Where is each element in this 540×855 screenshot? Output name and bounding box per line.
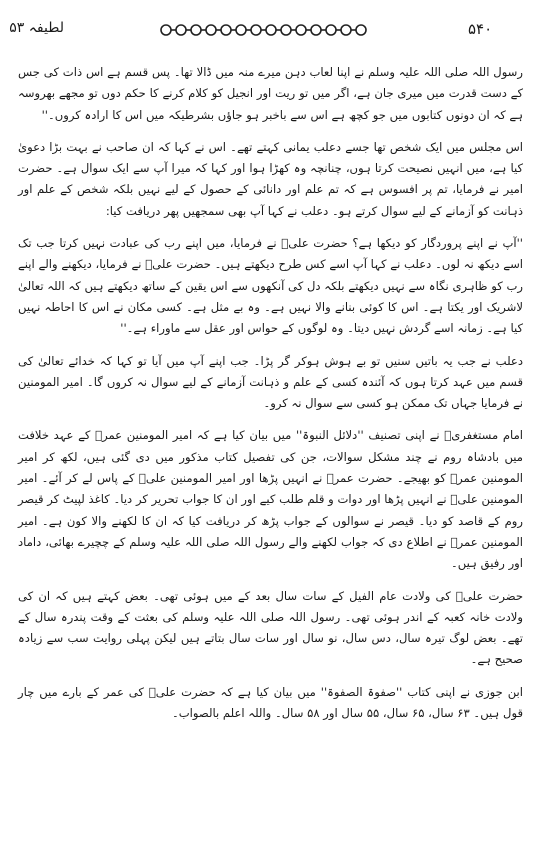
paragraph: ابن جوزی نے اپنی کتاب ''صفوۃ الصفوۃ'' میں بیان کیا ہے کہ حضرت علیؓ کی عمر کے بارے میں چار قول ہیں۔ ۶۳ سال، ۶۵ سال، ۵۵ سال اور ۵۸ سال۔ واللہ اعلم بالصواب۔ bbox=[18, 684, 523, 721]
paragraph: رسول اللہ صلی اللہ علیہ وسلم نے اپنا لعاب دہن میرے منہ میں ڈالا تھا۔ پس قسم ہے اس ذات کی جس کے دست قدرت میں میری جان ہے، اگر میں تو ریت اور انجیل کو کلام کرنے کا حکم دوں تو مجھے بھروسہ ہے کہ ان دونوں کتابوں میں جو کچھ ہے اس سے باخبر ہو جاؤں بشرطیکہ میں اس کا ارادہ کروں۔'' bbox=[18, 65, 523, 122]
body-text bbox=[18, 62, 523, 735]
page-header bbox=[0, 16, 540, 46]
page-number: ۵۴۰ bbox=[468, 20, 493, 38]
chapter-title: لطیفہ ۵۳ bbox=[9, 20, 64, 36]
paragraph: اس مجلس میں ایک شخص تھا جسے دعلب یمانی کہتے تھے۔ اس نے کہا کہ ان صاحب نے بہت بڑا دعویٰ کیا ہے، میں انہیں نصیحت کرتا ہوں، چنانچہ وہ کھڑا ہوا اور کہا کہ میرا آپ سے ایک سوال ہے۔ حضرت امیر نے فرمایا، تم پر افسوس ہے کہ تم علم اور دانائی کے حصول کے لیے نہیں بلکہ شخص کے علم اور ذہانت کو آزمانے کے لیے سوال کرتے ہو۔ دعلب نے کہا آپ بھی سمجھیں پھر دریافت کیا: bbox=[18, 139, 523, 218]
paragraph: امام مستغفریؒ نے اپنی تصنیف ''دلائل النبوۃ'' میں بیان کیا ہے کہ امیر المومنین عمرؓ کے عہد خلافت میں بادشاہ روم نے چند مشکل سوالات، جن کی تفصیل کتاب مذکور میں دی گئی ہیں، لکھ کر امیر المومنین عمرؓ کو بھیجے۔ حضرت عمرؓ نے انہیں پڑھا اور امیر المومنین علیؓ کے پاس لے کر آئے۔ امیر المومنین علیؓ نے انہیں پڑھا اور دوات و قلم طلب کیے اور ان کا جواب تحریر کر دیا۔ کاغذ لپیٹ کر قیصر روم کے قاصد کو دیا۔ قیصر نے سوالوں کے جواب پڑھ کر دریافت کیا کہ ان کا لکھنے والا کون ہے۔ امیر المومنین عمرؓ نے اطلاع دی کہ جواب لکھنے والے رسول اللہ صلی اللہ علیہ وسلم کے چچیرے بھائی، داماد اور رفیق ہیں۔ bbox=[18, 428, 523, 571]
chain-ornament-icon bbox=[158, 22, 370, 38]
paragraph: حضرت علیؓ کی ولادت عام الفیل کے سات سال بعد کے میں ہوئی تھی۔ بعض کہتے ہیں کہ ان کی ولادت خانہ کعبہ کے اندر ہوئی تھی۔ رسول اللہ صلی اللہ علیہ وسلم کی بعثت کے وقت پندرہ سال کے تھے۔ بعض لوگ تیرہ سال، دس سال، نو سال اور سات سال بتاتے ہیں لیکن پہلی روایت سب سے زیادہ صحیح ہے۔ bbox=[18, 588, 523, 667]
paragraph: دعلب نے جب یہ باتیں سنیں تو بے ہوش ہوکر گر پڑا۔ جب اپنے آپ میں آیا تو کہا کہ خدائے تعالیٰ کی قسم میں عہد کرتا ہوں کہ آئندہ کسی کے علم و ذہانت آزمانے کے لیے سوال نہ کروں گا۔ امیر المومنین نے فرمایا جہاں تک ممکن ہو کسی سے سوال نہ کرو۔ bbox=[18, 353, 523, 411]
decorative-chain-ornament bbox=[158, 22, 370, 38]
paragraph: ''آپ نے اپنے پروردگار کو دیکھا ہے؟ حضرت علیؓ نے فرمایا، میں اپنے رب کی عبادت نہیں کرتا جب تک اسے دیکھ نہ لوں۔ دعلب نے کہا آپ اسے کس طرح دیکھتے ہیں۔ حضرت علیؓ نے فرمایا، دیکھنے والے اپنے رب کو ظاہری نگاہ سے نہیں دیکھتے بلکہ دل کی آنکھوں سے اس یقین کے ساتھ دیکھتے ہیں کہ اللہ تعالیٰ لاشریک اور یکتا ہے۔ اس کا کوئی بنانے والا نہیں ہے۔ وہ بے مثل ہے۔ کسی مکان نے اس کا احاطہ نہیں کیا ہے۔ زمانہ اسے گردش نہیں دیتا۔ وہ لوگوں کے حواس اور عقل سے ماوراء ہے۔'' bbox=[18, 236, 523, 336]
